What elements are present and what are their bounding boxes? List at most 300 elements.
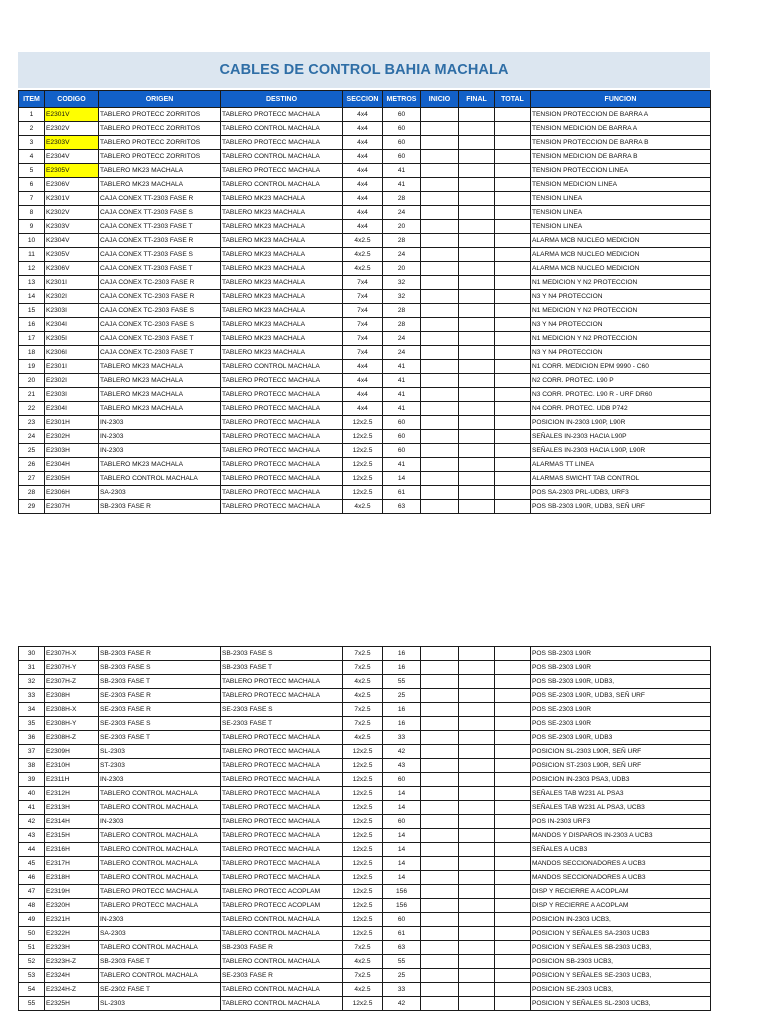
cell-funcion[interactable]: N1 MEDICION Y N2 PROTECCION (531, 332, 711, 346)
cell-destino[interactable]: TABLERO PROTECC MACHALA (221, 871, 343, 885)
cell-destino[interactable]: TABLERO CONTROL MACHALA (221, 955, 343, 969)
cell-funcion[interactable]: N1 CORR. MEDICION EPM 9990 - C60 (531, 360, 711, 374)
cell-funcion[interactable]: POS IN-2303 URF3 (531, 815, 711, 829)
cell-codigo[interactable]: E2320H (45, 899, 99, 913)
cell-metros[interactable]: 14 (383, 843, 421, 857)
cell-seccion[interactable]: 4x4 (343, 108, 383, 122)
cell-final[interactable] (459, 969, 495, 983)
cell-funcion[interactable]: N1 MEDICION Y N2 PROTECCION (531, 304, 711, 318)
cell-funcion[interactable]: POSICION Y SEÑALES SL-2303 UCB3, (531, 997, 711, 1011)
cell-destino[interactable]: TABLERO PROTECC MACHALA (221, 136, 343, 150)
cell-total[interactable] (495, 843, 531, 857)
cell-item[interactable]: 14 (19, 290, 45, 304)
cell-inicio[interactable] (421, 234, 459, 248)
cell-seccion[interactable]: 7x4 (343, 332, 383, 346)
cell-funcion[interactable]: POS SB-2303 L90R (531, 661, 711, 675)
cell-item[interactable]: 52 (19, 955, 45, 969)
cell-codigo[interactable]: E2323H (45, 941, 99, 955)
cell-seccion[interactable]: 12x2.5 (343, 829, 383, 843)
cell-seccion[interactable]: 4x4 (343, 178, 383, 192)
cell-inicio[interactable] (421, 220, 459, 234)
cell-codigo[interactable]: E2307H-Y (45, 661, 99, 675)
cell-destino[interactable]: TABLERO PROTECC MACHALA (221, 402, 343, 416)
cell-seccion[interactable]: 4x4 (343, 192, 383, 206)
cell-final[interactable] (459, 689, 495, 703)
cell-total[interactable] (495, 108, 531, 122)
cell-origen[interactable]: CAJA CONEX TC-2303 FASE T (99, 332, 221, 346)
cell-seccion[interactable]: 4x2.5 (343, 731, 383, 745)
cell-item[interactable]: 53 (19, 969, 45, 983)
cell-funcion[interactable]: TENSION LINEA (531, 206, 711, 220)
cell-inicio[interactable] (421, 416, 459, 430)
cell-origen[interactable]: SA-2303 (99, 486, 221, 500)
cell-funcion[interactable]: SEÑALES IN-2303 HACIA L90P (531, 430, 711, 444)
cell-metros[interactable]: 28 (383, 318, 421, 332)
cell-final[interactable] (459, 885, 495, 899)
cell-seccion[interactable]: 12x2.5 (343, 486, 383, 500)
cell-funcion[interactable]: TENSION LINEA (531, 192, 711, 206)
cell-item[interactable]: 38 (19, 759, 45, 773)
cell-seccion[interactable]: 12x2.5 (343, 759, 383, 773)
cell-inicio[interactable] (421, 472, 459, 486)
cell-item[interactable]: 5 (19, 164, 45, 178)
cell-funcion[interactable]: N4 CORR. PROTEC. UDB P742 (531, 402, 711, 416)
cell-funcion[interactable]: POS SB-2303 L90R, UDB3, SEÑ URF (531, 500, 711, 514)
cell-funcion[interactable]: SEÑALES TAB W231 AL PSA3 (531, 787, 711, 801)
cell-item[interactable]: 43 (19, 829, 45, 843)
cell-funcion[interactable]: POSICION SL-2303 L90R, SEÑ URF (531, 745, 711, 759)
cell-seccion[interactable]: 4x4 (343, 206, 383, 220)
cell-item[interactable]: 44 (19, 843, 45, 857)
cell-destino[interactable]: TABLERO PROTECC MACHALA (221, 472, 343, 486)
cell-final[interactable] (459, 661, 495, 675)
cell-seccion[interactable]: 12x2.5 (343, 458, 383, 472)
cell-final[interactable] (459, 192, 495, 206)
cell-codigo[interactable]: E2318H (45, 871, 99, 885)
cell-origen[interactable]: TABLERO PROTECC MACHALA (99, 899, 221, 913)
cell-codigo[interactable]: E2313H (45, 801, 99, 815)
cell-funcion[interactable]: TENSION MEDICION LINEA (531, 178, 711, 192)
cell-item[interactable]: 27 (19, 472, 45, 486)
cell-final[interactable] (459, 304, 495, 318)
cell-codigo[interactable]: E2304H (45, 458, 99, 472)
cell-metros[interactable]: 42 (383, 997, 421, 1011)
cell-final[interactable] (459, 801, 495, 815)
cell-inicio[interactable] (421, 969, 459, 983)
cell-destino[interactable]: TABLERO PROTECC MACHALA (221, 486, 343, 500)
cell-origen[interactable]: TABLERO CONTROL MACHALA (99, 787, 221, 801)
cell-total[interactable] (495, 276, 531, 290)
cell-total[interactable] (495, 661, 531, 675)
cell-final[interactable] (459, 220, 495, 234)
cell-codigo[interactable]: E2304I (45, 402, 99, 416)
cell-item[interactable]: 25 (19, 444, 45, 458)
cell-codigo[interactable]: E2301V (45, 108, 99, 122)
cell-final[interactable] (459, 857, 495, 871)
cell-origen[interactable]: CAJA CONEX TT-2303 FASE R (99, 234, 221, 248)
cell-total[interactable] (495, 927, 531, 941)
cell-destino[interactable]: TABLERO CONTROL MACHALA (221, 360, 343, 374)
cell-codigo[interactable]: E2306V (45, 178, 99, 192)
cell-origen[interactable]: CAJA CONEX TT-2303 FASE T (99, 220, 221, 234)
cell-metros[interactable]: 33 (383, 731, 421, 745)
cell-codigo[interactable]: E2301I (45, 360, 99, 374)
cell-destino[interactable]: TABLERO MK23 MACHALA (221, 262, 343, 276)
cell-seccion[interactable]: 7x4 (343, 304, 383, 318)
cell-destino[interactable]: SB-2303 FASE S (221, 647, 343, 661)
cell-total[interactable] (495, 248, 531, 262)
cell-final[interactable] (459, 927, 495, 941)
cell-seccion[interactable]: 12x2.5 (343, 885, 383, 899)
cell-metros[interactable]: 42 (383, 745, 421, 759)
cell-destino[interactable]: TABLERO CONTROL MACHALA (221, 997, 343, 1011)
cell-metros[interactable]: 24 (383, 346, 421, 360)
cell-item[interactable]: 10 (19, 234, 45, 248)
cell-seccion[interactable]: 12x2.5 (343, 899, 383, 913)
cell-total[interactable] (495, 689, 531, 703)
cell-final[interactable] (459, 416, 495, 430)
cell-seccion[interactable]: 7x4 (343, 290, 383, 304)
cell-inicio[interactable] (421, 675, 459, 689)
cell-metros[interactable]: 20 (383, 262, 421, 276)
cell-total[interactable] (495, 787, 531, 801)
cell-total[interactable] (495, 122, 531, 136)
cell-codigo[interactable]: E2308H-Y (45, 717, 99, 731)
cell-total[interactable] (495, 136, 531, 150)
cell-funcion[interactable]: N3 CORR. PROTEC. L90 R - URF DR60 (531, 388, 711, 402)
cell-total[interactable] (495, 360, 531, 374)
cell-seccion[interactable]: 4x4 (343, 402, 383, 416)
cell-destino[interactable]: TABLERO PROTECC MACHALA (221, 815, 343, 829)
cell-codigo[interactable]: E2302H (45, 430, 99, 444)
cell-origen[interactable]: TABLERO CONTROL MACHALA (99, 857, 221, 871)
cell-item[interactable]: 50 (19, 927, 45, 941)
cell-metros[interactable]: 28 (383, 234, 421, 248)
cell-inicio[interactable] (421, 829, 459, 843)
cell-codigo[interactable]: E2324H (45, 969, 99, 983)
cell-funcion[interactable]: POS SE-2303 L90R, UDB3, SEÑ URF (531, 689, 711, 703)
cell-metros[interactable]: 14 (383, 472, 421, 486)
cell-seccion[interactable]: 4x2.5 (343, 983, 383, 997)
cell-seccion[interactable]: 4x4 (343, 164, 383, 178)
cell-final[interactable] (459, 829, 495, 843)
cell-seccion[interactable]: 4x4 (343, 360, 383, 374)
cell-total[interactable] (495, 871, 531, 885)
cell-funcion[interactable]: TENSION MEDICION DE BARRA A (531, 122, 711, 136)
cell-funcion[interactable]: SEÑALES TAB W231 AL PSA3, UCB3 (531, 801, 711, 815)
cell-codigo[interactable]: E2308H-Z (45, 731, 99, 745)
cell-inicio[interactable] (421, 444, 459, 458)
cell-destino[interactable]: SE-2303 FASE S (221, 703, 343, 717)
cell-destino[interactable]: TABLERO CONTROL MACHALA (221, 150, 343, 164)
cell-inicio[interactable] (421, 290, 459, 304)
cell-origen[interactable]: TABLERO PROTECC ZORRITOS (99, 108, 221, 122)
cell-codigo[interactable]: E2303I (45, 388, 99, 402)
cell-seccion[interactable]: 12x2.5 (343, 815, 383, 829)
cell-destino[interactable]: TABLERO PROTECC MACHALA (221, 689, 343, 703)
cell-origen[interactable]: SL-2303 (99, 997, 221, 1011)
cell-destino[interactable]: TABLERO PROTECC MACHALA (221, 829, 343, 843)
cell-final[interactable] (459, 290, 495, 304)
cell-total[interactable] (495, 717, 531, 731)
cell-total[interactable] (495, 969, 531, 983)
cell-item[interactable]: 6 (19, 178, 45, 192)
cell-item[interactable]: 42 (19, 815, 45, 829)
cell-origen[interactable]: IN-2303 (99, 430, 221, 444)
cell-total[interactable] (495, 388, 531, 402)
cell-final[interactable] (459, 675, 495, 689)
cell-item[interactable]: 3 (19, 136, 45, 150)
cell-seccion[interactable]: 4x4 (343, 388, 383, 402)
cell-origen[interactable]: TABLERO MK23 MACHALA (99, 458, 221, 472)
cell-total[interactable] (495, 703, 531, 717)
cell-inicio[interactable] (421, 388, 459, 402)
cell-inicio[interactable] (421, 745, 459, 759)
cell-item[interactable]: 2 (19, 122, 45, 136)
cell-codigo[interactable]: E2307H-X (45, 647, 99, 661)
cell-item[interactable]: 32 (19, 675, 45, 689)
cell-final[interactable] (459, 150, 495, 164)
cell-final[interactable] (459, 500, 495, 514)
cell-seccion[interactable]: 4x2.5 (343, 675, 383, 689)
cell-metros[interactable]: 60 (383, 108, 421, 122)
cell-metros[interactable]: 41 (383, 402, 421, 416)
cell-origen[interactable]: SB-2303 FASE T (99, 675, 221, 689)
cell-origen[interactable]: SE-2303 FASE S (99, 717, 221, 731)
cell-origen[interactable]: TABLERO MK23 MACHALA (99, 360, 221, 374)
cell-item[interactable]: 22 (19, 402, 45, 416)
cell-codigo[interactable]: E2311H (45, 773, 99, 787)
cell-metros[interactable]: 55 (383, 675, 421, 689)
cell-funcion[interactable]: ALARMA MCB NUCLEO MEDICION (531, 262, 711, 276)
cell-origen[interactable]: CAJA CONEX TT-2303 FASE S (99, 206, 221, 220)
cell-item[interactable]: 51 (19, 941, 45, 955)
cell-item[interactable]: 41 (19, 801, 45, 815)
cell-item[interactable]: 19 (19, 360, 45, 374)
cell-inicio[interactable] (421, 206, 459, 220)
cell-inicio[interactable] (421, 801, 459, 815)
cell-codigo[interactable]: K2302I (45, 290, 99, 304)
cell-codigo[interactable]: K2304V (45, 234, 99, 248)
cell-total[interactable] (495, 304, 531, 318)
cell-codigo[interactable]: K2305I (45, 332, 99, 346)
cell-seccion[interactable]: 7x2.5 (343, 969, 383, 983)
cell-inicio[interactable] (421, 192, 459, 206)
cell-total[interactable] (495, 899, 531, 913)
cell-destino[interactable]: TABLERO PROTECC MACHALA (221, 773, 343, 787)
cell-codigo[interactable]: E2315H (45, 829, 99, 843)
cell-final[interactable] (459, 997, 495, 1011)
cell-final[interactable] (459, 647, 495, 661)
cell-item[interactable]: 12 (19, 262, 45, 276)
cell-origen[interactable]: IN-2303 (99, 444, 221, 458)
cell-funcion[interactable]: POSICION IN-2303 L90P, L90R (531, 416, 711, 430)
cell-destino[interactable]: SB-2303 FASE R (221, 941, 343, 955)
cell-destino[interactable]: TABLERO PROTECC MACHALA (221, 388, 343, 402)
cell-metros[interactable]: 60 (383, 416, 421, 430)
cell-funcion[interactable]: POSICION ST-2303 L90R, SEÑ URF (531, 759, 711, 773)
cell-seccion[interactable]: 12x2.5 (343, 472, 383, 486)
cell-codigo[interactable]: E2307H (45, 500, 99, 514)
cell-origen[interactable]: TABLERO MK23 MACHALA (99, 178, 221, 192)
cell-inicio[interactable] (421, 346, 459, 360)
cell-item[interactable]: 1 (19, 108, 45, 122)
cell-codigo[interactable]: E2317H (45, 857, 99, 871)
cell-metros[interactable]: 41 (383, 178, 421, 192)
cell-funcion[interactable]: TENSION PROTECCION LINEA (531, 164, 711, 178)
cell-codigo[interactable]: K2302V (45, 206, 99, 220)
cell-codigo[interactable]: E2309H (45, 745, 99, 759)
cell-funcion[interactable]: POSICION SE-2303 UCB3, (531, 983, 711, 997)
cell-final[interactable] (459, 913, 495, 927)
cell-destino[interactable]: TABLERO CONTROL MACHALA (221, 983, 343, 997)
cell-final[interactable] (459, 122, 495, 136)
cell-destino[interactable]: SE-2303 FASE T (221, 717, 343, 731)
cell-item[interactable]: 16 (19, 318, 45, 332)
cell-origen[interactable]: CAJA CONEX TC-2303 FASE S (99, 304, 221, 318)
cell-metros[interactable]: 60 (383, 444, 421, 458)
cell-item[interactable]: 18 (19, 346, 45, 360)
cell-funcion[interactable]: SEÑALES IN-2303 HACIA L90P, L90R (531, 444, 711, 458)
cell-final[interactable] (459, 332, 495, 346)
cell-metros[interactable]: 41 (383, 374, 421, 388)
cell-origen[interactable]: CAJA CONEX TT-2303 FASE T (99, 262, 221, 276)
cell-destino[interactable]: TABLERO MK23 MACHALA (221, 206, 343, 220)
cell-seccion[interactable]: 12x2.5 (343, 773, 383, 787)
cell-destino[interactable]: TABLERO CONTROL MACHALA (221, 913, 343, 927)
cell-destino[interactable]: TABLERO MK23 MACHALA (221, 234, 343, 248)
cell-metros[interactable]: 28 (383, 192, 421, 206)
cell-metros[interactable]: 16 (383, 647, 421, 661)
cell-total[interactable] (495, 941, 531, 955)
cell-inicio[interactable] (421, 150, 459, 164)
cell-total[interactable] (495, 773, 531, 787)
cell-funcion[interactable]: POS SE-2303 L90R (531, 703, 711, 717)
cell-origen[interactable]: SE-2303 FASE T (99, 731, 221, 745)
cell-seccion[interactable]: 7x4 (343, 318, 383, 332)
cell-final[interactable] (459, 318, 495, 332)
cell-item[interactable]: 47 (19, 885, 45, 899)
cell-item[interactable]: 48 (19, 899, 45, 913)
cell-origen[interactable]: TABLERO CONTROL MACHALA (99, 843, 221, 857)
cell-total[interactable] (495, 857, 531, 871)
cell-item[interactable]: 29 (19, 500, 45, 514)
cell-item[interactable]: 36 (19, 731, 45, 745)
cell-metros[interactable]: 14 (383, 857, 421, 871)
cell-funcion[interactable]: POSICION IN-2303 UCB3, (531, 913, 711, 927)
cell-destino[interactable]: TABLERO PROTECC MACHALA (221, 675, 343, 689)
cell-codigo[interactable]: E2323H-Z (45, 955, 99, 969)
cell-total[interactable] (495, 745, 531, 759)
cell-codigo[interactable]: E2303H (45, 444, 99, 458)
cell-funcion[interactable]: ALARMAS SWICHT TAB CONTROL (531, 472, 711, 486)
cell-inicio[interactable] (421, 899, 459, 913)
cell-total[interactable] (495, 150, 531, 164)
cell-metros[interactable]: 28 (383, 304, 421, 318)
cell-destino[interactable]: TABLERO PROTECC MACHALA (221, 843, 343, 857)
cell-origen[interactable]: IN-2303 (99, 773, 221, 787)
cell-inicio[interactable] (421, 759, 459, 773)
cell-total[interactable] (495, 913, 531, 927)
cell-funcion[interactable]: TENSION PROTECCION DE BARRA A (531, 108, 711, 122)
cell-funcion[interactable]: SEÑALES A UCB3 (531, 843, 711, 857)
cell-final[interactable] (459, 745, 495, 759)
cell-origen[interactable]: SL-2303 (99, 745, 221, 759)
cell-codigo[interactable]: E2321H (45, 913, 99, 927)
cell-codigo[interactable]: E2310H (45, 759, 99, 773)
cell-seccion[interactable]: 4x2.5 (343, 234, 383, 248)
cell-origen[interactable]: SB-2303 FASE R (99, 500, 221, 514)
cell-inicio[interactable] (421, 787, 459, 801)
cell-destino[interactable]: SB-2303 FASE T (221, 661, 343, 675)
cell-origen[interactable]: CAJA CONEX TC-2303 FASE T (99, 346, 221, 360)
cell-total[interactable] (495, 458, 531, 472)
cell-destino[interactable]: TABLERO PROTECC MACHALA (221, 857, 343, 871)
cell-final[interactable] (459, 703, 495, 717)
cell-codigo[interactable]: E2314H (45, 815, 99, 829)
cell-metros[interactable]: 63 (383, 500, 421, 514)
cell-item[interactable]: 23 (19, 416, 45, 430)
cell-inicio[interactable] (421, 983, 459, 997)
cell-seccion[interactable]: 4x4 (343, 374, 383, 388)
cell-destino[interactable]: TABLERO MK23 MACHALA (221, 276, 343, 290)
cell-seccion[interactable]: 4x2.5 (343, 955, 383, 969)
cell-origen[interactable]: SB-2303 FASE S (99, 661, 221, 675)
cell-destino[interactable]: TABLERO PROTECC MACHALA (221, 801, 343, 815)
cell-item[interactable]: 7 (19, 192, 45, 206)
cell-total[interactable] (495, 486, 531, 500)
cell-metros[interactable]: 60 (383, 430, 421, 444)
cell-metros[interactable]: 32 (383, 290, 421, 304)
cell-metros[interactable]: 60 (383, 815, 421, 829)
cell-origen[interactable]: TABLERO PROTECC ZORRITOS (99, 122, 221, 136)
cell-item[interactable]: 49 (19, 913, 45, 927)
cell-codigo[interactable]: K2303I (45, 304, 99, 318)
cell-funcion[interactable]: N1 MEDICION Y N2 PROTECCION (531, 276, 711, 290)
cell-inicio[interactable] (421, 458, 459, 472)
cell-seccion[interactable]: 7x2.5 (343, 941, 383, 955)
cell-origen[interactable]: CAJA CONEX TC-2303 FASE S (99, 318, 221, 332)
cell-metros[interactable]: 24 (383, 206, 421, 220)
cell-seccion[interactable]: 12x2.5 (343, 801, 383, 815)
cell-total[interactable] (495, 206, 531, 220)
cell-total[interactable] (495, 374, 531, 388)
cell-total[interactable] (495, 675, 531, 689)
cell-destino[interactable]: TABLERO PROTECC MACHALA (221, 416, 343, 430)
cell-metros[interactable]: 41 (383, 388, 421, 402)
cell-metros[interactable]: 14 (383, 787, 421, 801)
cell-item[interactable]: 31 (19, 661, 45, 675)
cell-item[interactable]: 20 (19, 374, 45, 388)
cell-metros[interactable]: 16 (383, 703, 421, 717)
cell-metros[interactable]: 14 (383, 829, 421, 843)
cell-total[interactable] (495, 178, 531, 192)
cell-final[interactable] (459, 759, 495, 773)
cell-destino[interactable]: TABLERO PROTECC MACHALA (221, 430, 343, 444)
cell-origen[interactable]: IN-2303 (99, 416, 221, 430)
cell-item[interactable]: 17 (19, 332, 45, 346)
cell-total[interactable] (495, 759, 531, 773)
cell-inicio[interactable] (421, 843, 459, 857)
cell-final[interactable] (459, 815, 495, 829)
cell-origen[interactable]: TABLERO CONTROL MACHALA (99, 871, 221, 885)
cell-final[interactable] (459, 458, 495, 472)
cell-funcion[interactable]: POS SE-2303 L90R (531, 717, 711, 731)
cell-metros[interactable]: 61 (383, 927, 421, 941)
cell-origen[interactable]: TABLERO CONTROL MACHALA (99, 801, 221, 815)
cell-funcion[interactable]: TENSION PROTECCION DE BARRA B (531, 136, 711, 150)
cell-item[interactable]: 15 (19, 304, 45, 318)
